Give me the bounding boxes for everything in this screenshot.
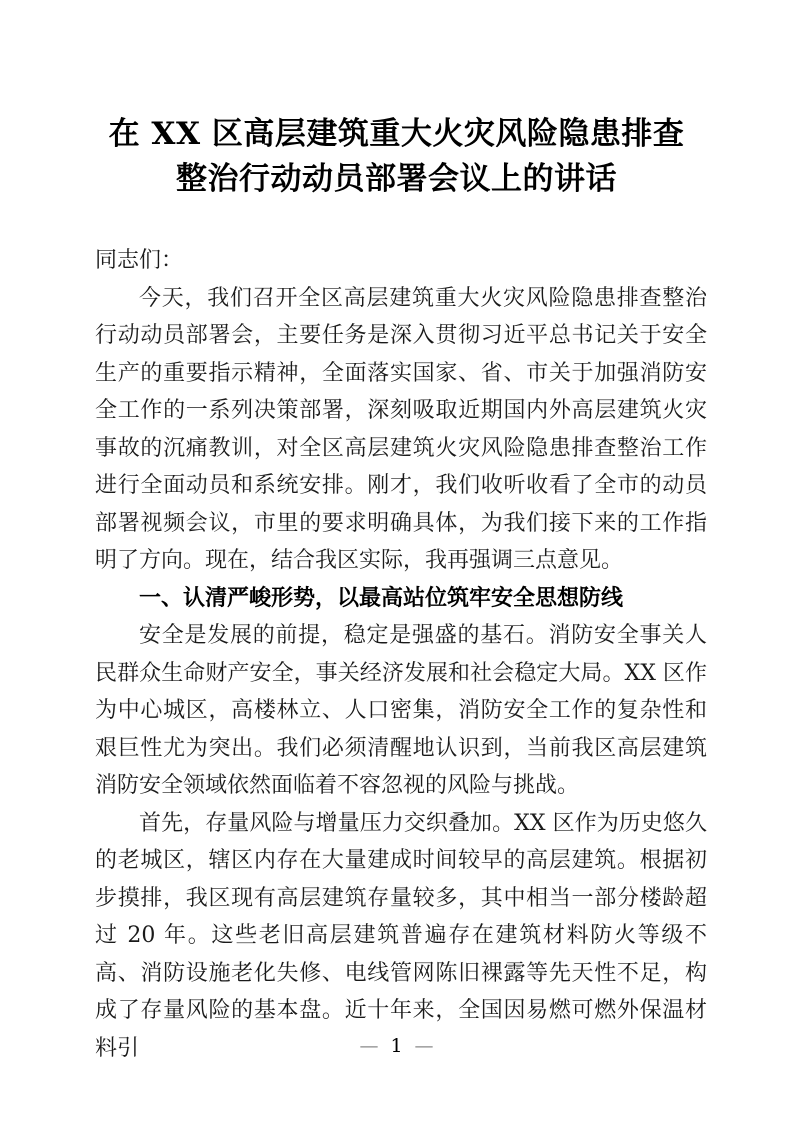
footer-right-dash: —	[414, 1035, 434, 1057]
document-body	[95, 242, 707, 1067]
footer-left-dash: —	[359, 1035, 379, 1057]
document-title-line-1: 在 XX 区高层建筑重大火灾风险隐患排查	[108, 116, 685, 152]
page-number: 1	[390, 1035, 403, 1057]
page-footer	[0, 1032, 793, 1060]
paragraph-stock-risk: 首先，存量风险与增量压力交织叠加。XX 区作为历史悠久的老城区，辖区内存在大量建成时间较早的高层建筑。根据初步摸排，我区现有高层建筑存量较多，其中相当一部分楼龄超过 20 年。这些老旧高层建筑普遍存在建筑材料防火等级不高、消防设施老化失修、电线管网陈旧裸露等先天性不足，构成了存量风险的基本盘。近十年来，全国因易燃可燃外保温材料引	[95, 810, 707, 1061]
section-heading-1: 一、认清严峻形势，以最高站位筑牢安全思想防线	[139, 585, 624, 611]
document-title-line-2: 整治行动动员部署会议上的讲话	[176, 161, 617, 197]
paragraph-intro: 今天，我们召开全区高层建筑重大火灾风险隐患排查整治行动动员部署会，主要任务是深入贯彻习近平总书记关于安全生产的重要指示精神，全面落实国家、省、市关于加强消防安全工作的一系列决策部署，深刻吸取近期国内外高层建筑火灾事故的沉痛教训，对全区高层建筑火灾风险隐患排查整治工作进行全面动员和系统安排。刚才，我们收听收看了全市的动员部署视频会议，市里的要求明确具体，为我们接下来的工作指明了方向。现在，结合我区实际，我再强调三点意见。	[95, 285, 707, 573]
salutation: 同志们：	[95, 248, 184, 273]
paragraph-situation: 安全是发展的前提，稳定是强盛的基石。消防安全事关人民群众生命财产安全，事关经济发展和社会稳定大局。XX 区作为中心城区，高楼林立、人口密集，消防安全工作的复杂性和艰巨性尤为突出。我们必须清醒地认识到，当前我区高层建筑消防安全领域依然面临着不容忽视的风险与挑战。	[95, 623, 707, 798]
document-title	[77, 112, 717, 202]
